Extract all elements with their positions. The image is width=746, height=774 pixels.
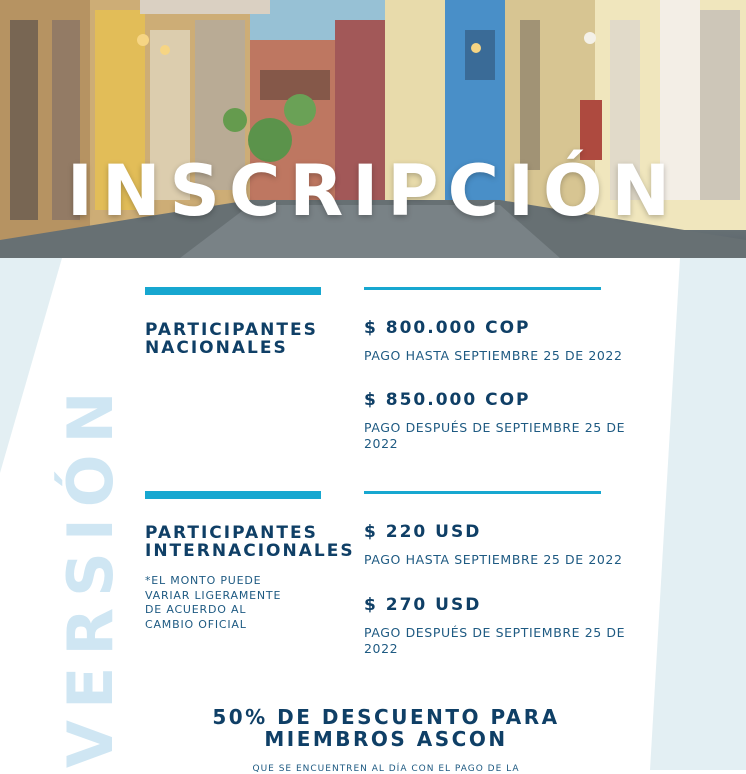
discount-line: MIEMBROS ASCON [264,727,508,751]
group-title-internacionales [145,524,355,560]
price-amount: $ 800.000 COP [364,318,531,338]
note-line: CAMBIO OFICIAL [145,617,247,631]
price-amount: $ 850.000 COP [364,390,531,410]
price-condition: PAGO DESPUÉS DE SEPTIEMBRE 25 DE 2022 [364,420,626,451]
section-bar-internacionales [145,491,321,499]
price-condition: PAGO HASTA SEPTIEMBRE 25 DE 2022 [364,552,623,567]
note-line: VARIAR LIGERAMENTE [145,588,282,602]
section-bar-nacionales [145,287,321,295]
group-title-line: PARTICIPANTES [145,523,318,543]
note-line: DE ACUERDO AL [145,603,247,616]
price-condition: PAGO HASTA SEPTIEMBRE 25 DE 2022 [364,348,623,363]
discount-line: 50% DE DESCUENTO PARA [212,705,560,729]
side-banner-text: VERSIÓN [54,380,127,768]
note-line: *EL MONTO PUEDE [145,574,262,587]
group-title-line: INTERNACIONALES [145,541,355,561]
price-amount: $ 270 USD [364,595,482,615]
group-title-line: NACIONALES [145,338,288,358]
page-title: INSCRIPCIÓN [66,150,680,232]
section-rule-nacionales [364,287,601,290]
group-title-line: PARTICIPANTES [145,320,318,340]
member-discount-heading [150,706,622,750]
group-title-nacionales [145,321,318,357]
section-rule-internacionales [364,491,601,494]
discount-condition: QUE SE ENCUENTREN AL DÍA CON EL PAGO DE LA [252,764,520,774]
price-amount: $ 220 USD [364,522,482,542]
price-condition: PAGO DESPUÉS DE SEPTIEMBRE 25 DE 2022 [364,625,626,656]
exchange-rate-note [145,574,281,632]
hero-banner [0,0,746,258]
